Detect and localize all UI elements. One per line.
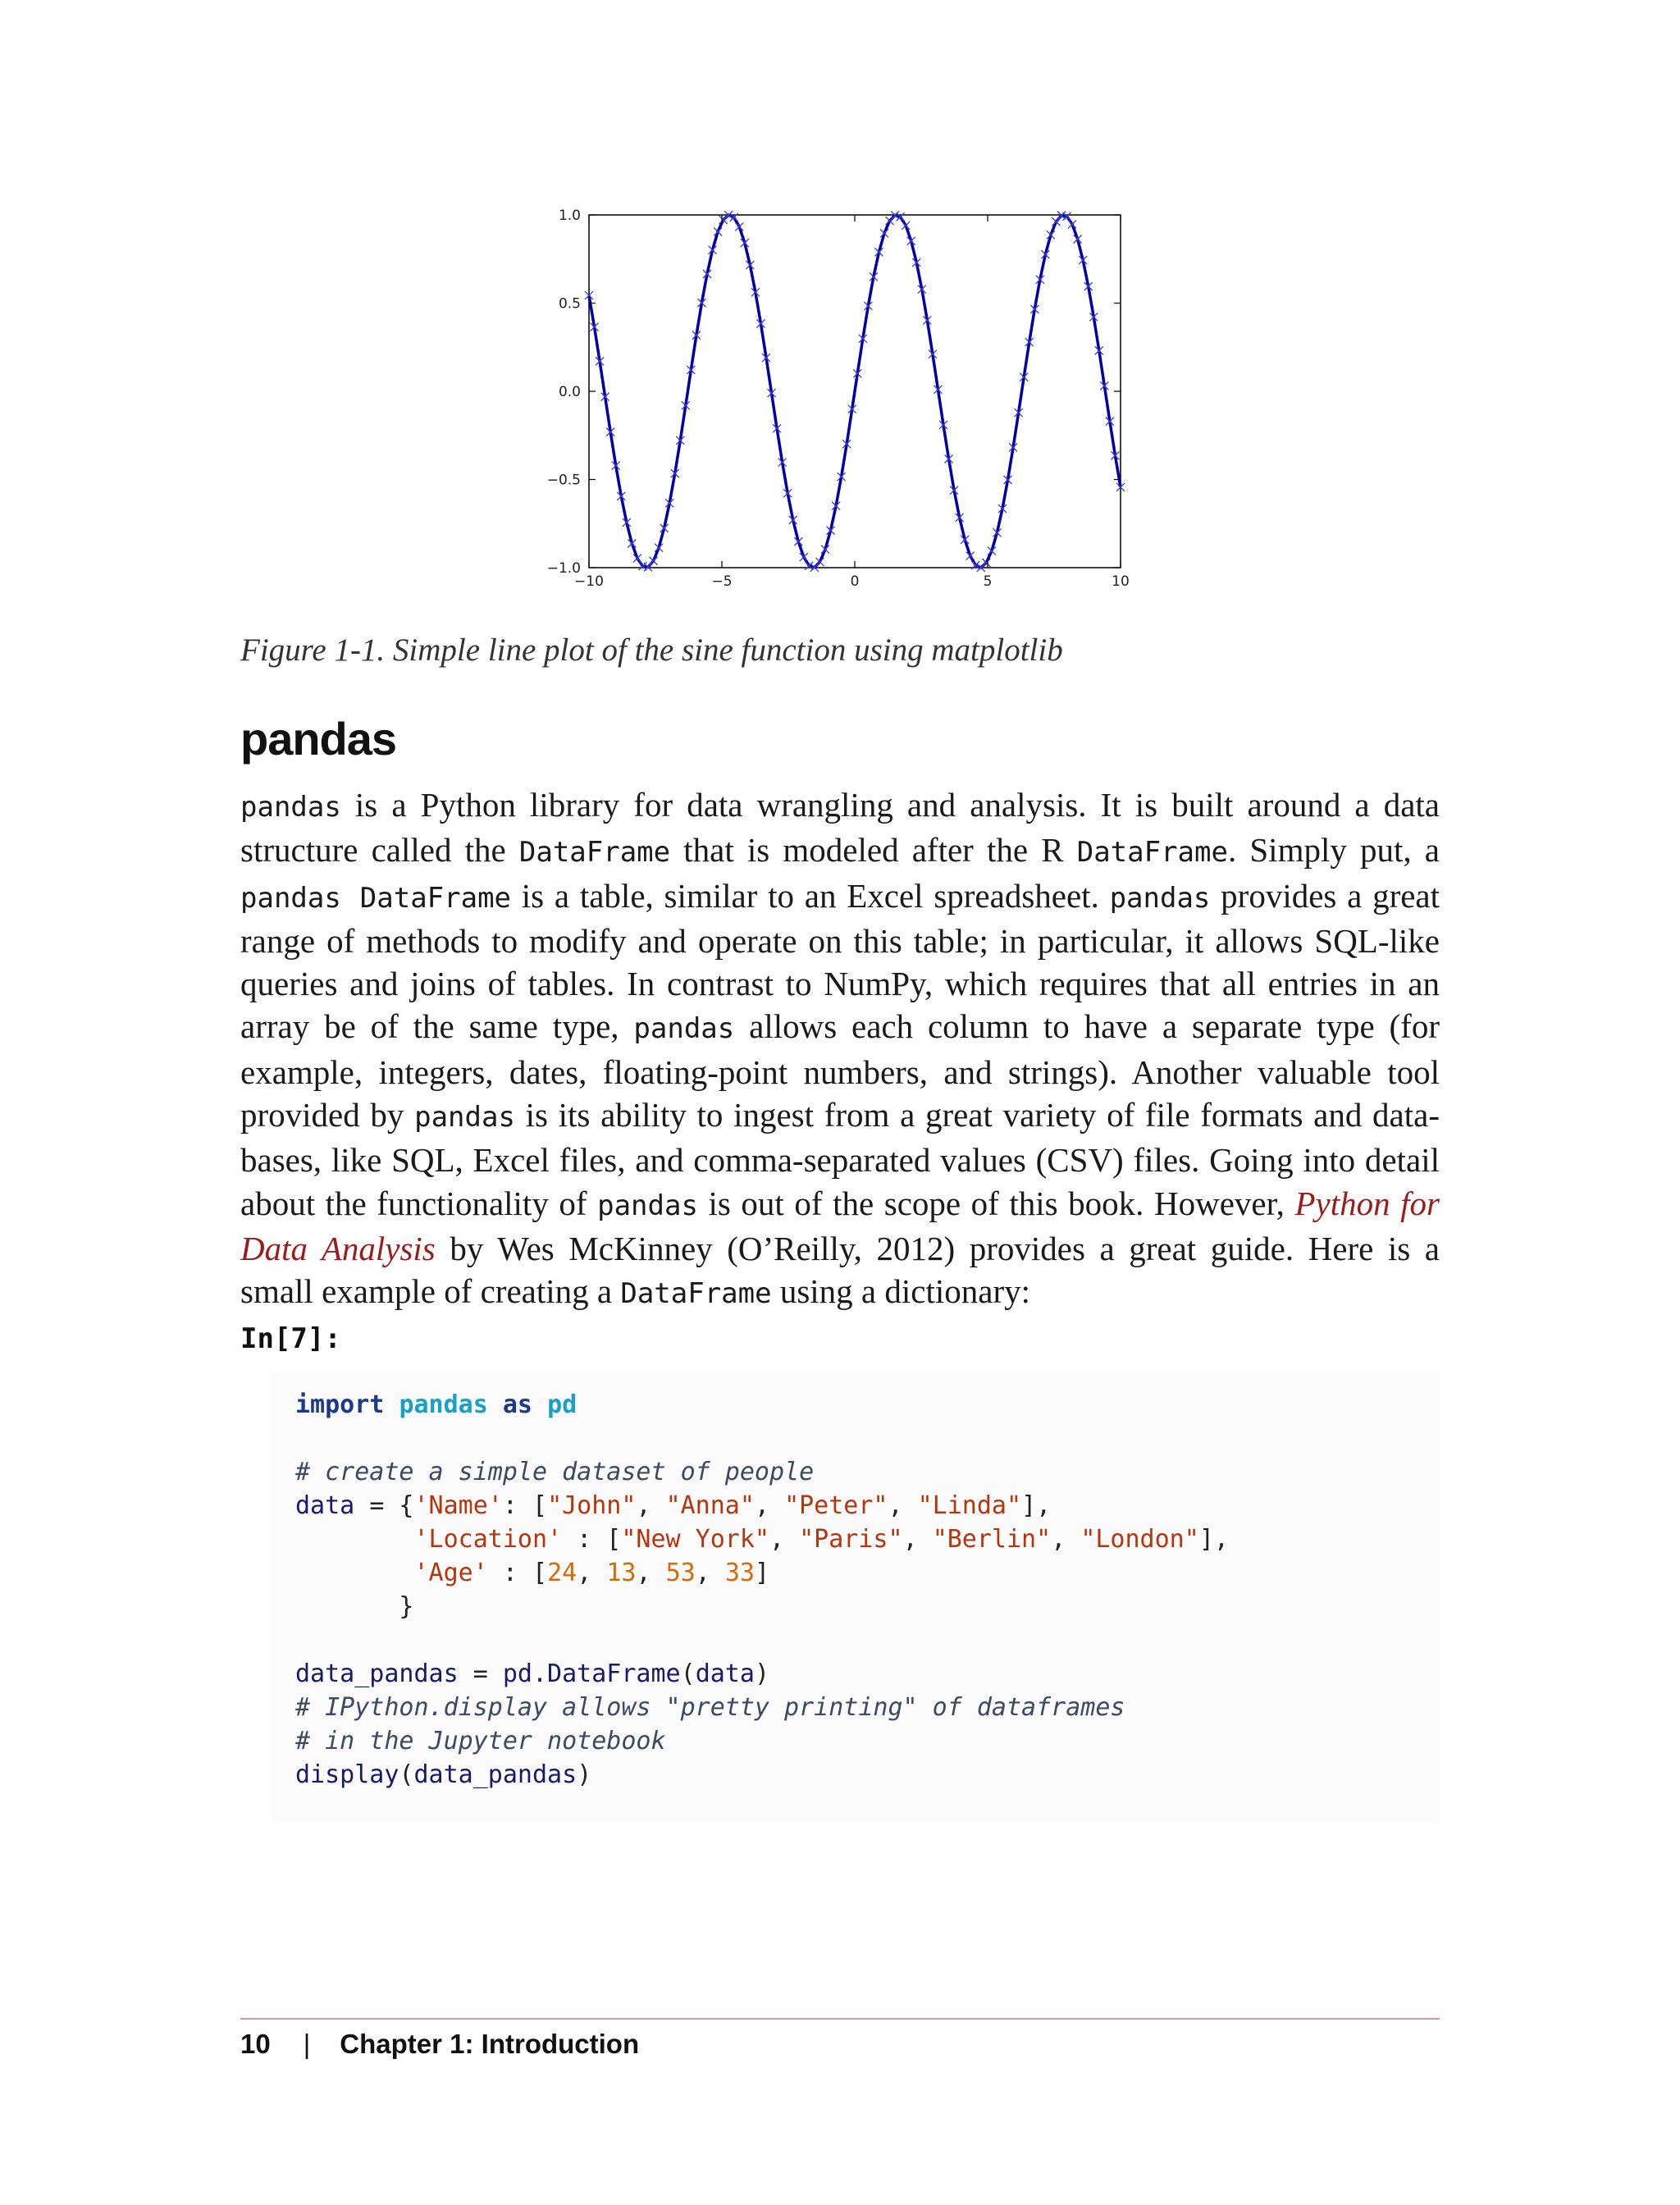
code-token: : [ bbox=[562, 1525, 622, 1554]
paragraph-text: is a Python library for data wrangling and analysis. It is built around a data structure called the bbox=[240, 786, 1440, 870]
x-tick-label: −5 bbox=[711, 573, 733, 590]
code-token: data bbox=[695, 1659, 755, 1688]
y-tick-label: 1.0 bbox=[558, 208, 581, 224]
inline-code: DataFrame bbox=[620, 1277, 772, 1311]
code-token: data_pandas bbox=[413, 1760, 578, 1789]
code-token: "Paris" bbox=[799, 1525, 903, 1554]
paragraph-text: is out of the scope of this book. However, bbox=[697, 1184, 1295, 1222]
x-tick-label: 10 bbox=[1112, 573, 1130, 590]
inline-code: pandas bbox=[414, 1101, 515, 1134]
code-token: ( bbox=[399, 1760, 414, 1789]
y-tick-label: −0.5 bbox=[546, 472, 581, 489]
footer-separator: | bbox=[303, 2029, 311, 2059]
code-token: 53 bbox=[665, 1559, 696, 1587]
code-token bbox=[384, 1390, 399, 1419]
code-token: 'Name' bbox=[413, 1491, 503, 1520]
code-token: , bbox=[577, 1559, 607, 1587]
code-token: "John" bbox=[547, 1491, 637, 1520]
plot-area bbox=[585, 211, 1125, 572]
code-token: ) bbox=[577, 1760, 592, 1789]
code-token: , bbox=[754, 1491, 785, 1520]
inline-code: DataFrame bbox=[518, 836, 671, 870]
sine-series-line bbox=[589, 215, 1121, 568]
code-line bbox=[295, 1657, 1440, 1691]
code-token: , bbox=[1051, 1525, 1081, 1554]
code-token: } bbox=[295, 1592, 414, 1621]
code-token bbox=[488, 1390, 503, 1419]
code-token bbox=[295, 1559, 414, 1587]
inline-code: pandas bbox=[633, 1012, 735, 1046]
code-token: 33 bbox=[724, 1559, 755, 1587]
y-tick-label: 0.5 bbox=[558, 295, 581, 313]
code-token: , bbox=[888, 1491, 918, 1520]
code-token: "London" bbox=[1080, 1525, 1199, 1554]
inline-code: DataFrame bbox=[1076, 836, 1228, 870]
figure-caption: Figure 1-1. Simple line plot of the sine function using matplotlib bbox=[240, 632, 1063, 668]
code-token: 13 bbox=[606, 1559, 637, 1587]
inline-code: pandas bbox=[1109, 881, 1211, 915]
code-line bbox=[295, 1758, 1440, 1792]
code-block bbox=[271, 1372, 1440, 1823]
page-footer bbox=[240, 2029, 639, 2060]
paragraph-text: is its ability to ingest from a great variety of file formats and databases, like SQL, Excel files, and comma-separated values (CSV) files. Going into detail about the functionality of bbox=[240, 1096, 1440, 1222]
code-line bbox=[295, 1590, 1440, 1623]
inline-code: pandas bbox=[240, 791, 341, 824]
code-token: 'Age' bbox=[413, 1559, 488, 1587]
code-line bbox=[295, 1691, 1440, 1724]
section-title: pandas bbox=[240, 713, 397, 765]
code-line bbox=[295, 1388, 1440, 1422]
code-token: pd bbox=[547, 1390, 578, 1419]
y-tick-label: −1.0 bbox=[546, 560, 581, 577]
code-token: "Anna" bbox=[665, 1491, 755, 1520]
code-token: : [ bbox=[502, 1491, 548, 1520]
code-line bbox=[295, 1623, 1440, 1657]
code-token: 24 bbox=[547, 1559, 578, 1587]
code-token: "New York" bbox=[621, 1525, 769, 1554]
paragraph-text: allows each column to have a separate type (for example, integers, dates, floating-point numbers, and strings). Another valuable tool provided by bbox=[240, 1007, 1440, 1134]
footer-rule bbox=[240, 2018, 1440, 2020]
sine-line-chart bbox=[525, 197, 1148, 607]
paragraph-text: is a table, similar to an Excel spreadsheet. bbox=[511, 876, 1110, 915]
book-link[interactable]: Python for Data Analysis bbox=[240, 1184, 1440, 1267]
code-token bbox=[532, 1390, 547, 1419]
paragraph-text: provides a great range of methods to modify and operate on this table; in particular, it allows SQL-like queries and joins of tables. In contrast to NumPy, which requires that all entries in an array be of the same type, bbox=[240, 876, 1440, 1046]
code-token: display bbox=[295, 1760, 399, 1789]
code-token: # IPython.display allows "pretty printing" of dataframes bbox=[295, 1693, 1125, 1722]
code-token: "Peter" bbox=[784, 1491, 888, 1520]
inline-code: pandas DataFrame bbox=[240, 881, 512, 915]
x-tick-label: 0 bbox=[850, 573, 860, 590]
code-token: = bbox=[472, 1659, 503, 1688]
x-tick-label: 5 bbox=[983, 573, 993, 590]
code-token: , bbox=[695, 1559, 725, 1587]
code-token: data bbox=[295, 1491, 370, 1520]
input-prompt: In[7]: bbox=[240, 1322, 341, 1355]
code-token: "Linda" bbox=[917, 1491, 1022, 1520]
code-token: , bbox=[769, 1525, 800, 1554]
code-line bbox=[295, 1422, 1440, 1455]
code-token: = { bbox=[369, 1491, 414, 1520]
paragraph-text: . Simply put, a bbox=[1227, 831, 1440, 870]
code-token: import bbox=[295, 1390, 385, 1419]
x-tick-label: −10 bbox=[574, 573, 604, 590]
code-line bbox=[295, 1522, 1440, 1556]
code-token: ], bbox=[1198, 1525, 1229, 1554]
code-token: # in the Jupyter notebook bbox=[295, 1727, 666, 1755]
code-token: : [ bbox=[487, 1559, 548, 1587]
chapter-title: Chapter 1: Introduction bbox=[340, 2029, 640, 2059]
code-line bbox=[295, 1489, 1440, 1522]
code-token: as bbox=[502, 1390, 532, 1419]
y-tick-label: 0.0 bbox=[558, 384, 581, 400]
code-token: , bbox=[902, 1525, 933, 1554]
code-token: data_pandas bbox=[295, 1659, 473, 1688]
code-token: ], bbox=[1021, 1491, 1052, 1520]
inline-code: pandas bbox=[597, 1189, 698, 1222]
code-token: , bbox=[636, 1491, 666, 1520]
code-token: ) bbox=[754, 1659, 769, 1688]
body-paragraph bbox=[240, 783, 1440, 1316]
code-token: # create a simple dataset of people bbox=[295, 1458, 815, 1486]
code-token bbox=[295, 1525, 414, 1554]
code-line bbox=[295, 1556, 1440, 1590]
paragraph-text: by Wes McKinney (O’Reilly, 2012) provides a great guide. Here is a small example of creating a bbox=[240, 1229, 1440, 1311]
code-token: pandas bbox=[399, 1390, 488, 1419]
code-token: ] bbox=[754, 1559, 769, 1587]
code-line bbox=[295, 1724, 1440, 1758]
code-token: "Berlin" bbox=[932, 1525, 1052, 1554]
code-token: , bbox=[636, 1559, 666, 1587]
page-number: 10 bbox=[240, 2029, 271, 2059]
code-line bbox=[295, 1455, 1440, 1489]
paragraph-text: using a dictionary: bbox=[771, 1272, 1030, 1311]
code-token: 'Location' bbox=[413, 1525, 563, 1554]
paragraph-text: that is modeled after the R bbox=[670, 831, 1077, 870]
code-token: pd.DataFrame bbox=[502, 1659, 681, 1688]
code-token: ( bbox=[680, 1659, 696, 1688]
